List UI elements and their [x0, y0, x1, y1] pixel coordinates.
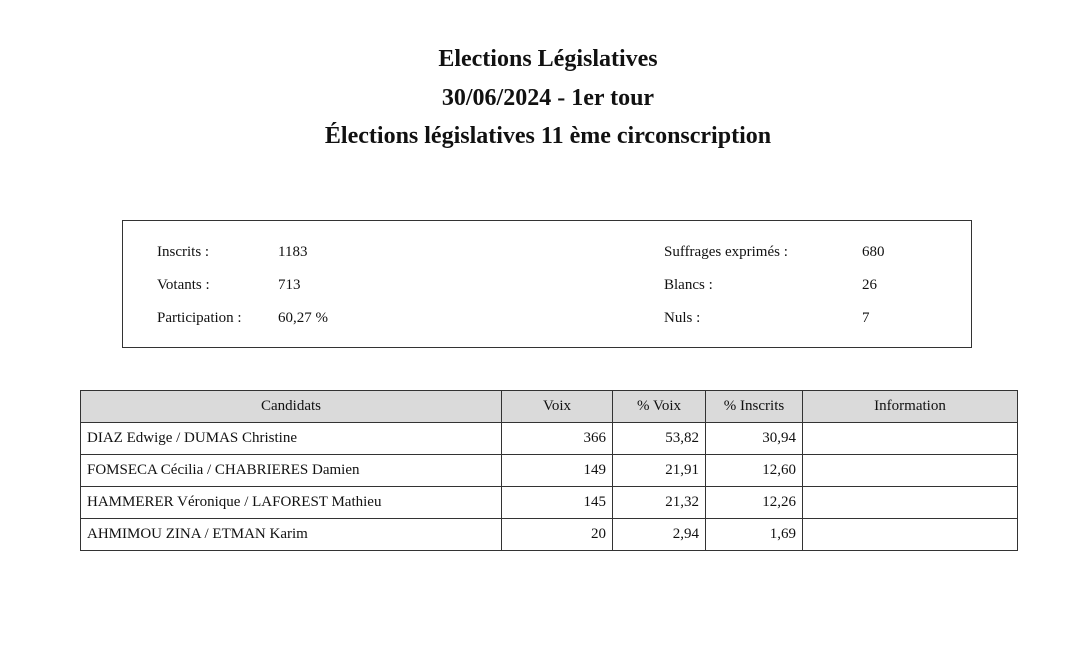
information-cell: [803, 423, 1018, 455]
column-header-information: Information: [803, 391, 1018, 423]
participation-label: Participation :: [157, 310, 242, 326]
election-constituency: Élections législatives 11 ème circonscription: [324, 123, 772, 149]
blancs-value: 26: [862, 277, 877, 293]
candidate-name: HAMMERER Véronique / LAFOREST Mathieu: [81, 487, 502, 519]
results-table: [80, 390, 1018, 551]
voix-cell: 145: [502, 487, 613, 519]
pct-inscrits-cell: 1,69: [706, 519, 803, 551]
suffrages-exprimes-label: Suffrages exprimés :: [664, 244, 788, 260]
nuls-label: Nuls :: [664, 310, 701, 326]
information-cell: [803, 487, 1018, 519]
candidate-name: AHMIMOU ZINA / ETMAN Karim: [81, 519, 502, 551]
candidate-name: FOMSECA Cécilia / CHABRIERES Damien: [81, 455, 502, 487]
blancs-label: Blancs :: [664, 277, 713, 293]
inscrits-value: 1183: [278, 244, 308, 260]
table-row: [81, 519, 1018, 551]
information-cell: [803, 455, 1018, 487]
voix-cell: 20: [502, 519, 613, 551]
page-title: Elections Législatives: [438, 46, 658, 72]
summary-box: [122, 220, 972, 348]
pct-voix-cell: 53,82: [613, 423, 706, 455]
voix-cell: 366: [502, 423, 613, 455]
information-cell: [803, 519, 1018, 551]
suffrages-exprimes-value: 680: [862, 244, 885, 260]
voix-cell: 149: [502, 455, 613, 487]
table-header-row: [81, 391, 1018, 423]
pct-voix-cell: 2,94: [613, 519, 706, 551]
candidate-name: DIAZ Edwige / DUMAS Christine: [81, 423, 502, 455]
election-date-round: 30/06/2024 - 1er tour: [441, 85, 655, 111]
table-row: [81, 455, 1018, 487]
pct-voix-cell: 21,91: [613, 455, 706, 487]
table-row: [81, 487, 1018, 519]
pct-inscrits-cell: 12,60: [706, 455, 803, 487]
pct-inscrits-cell: 30,94: [706, 423, 803, 455]
table-row: [81, 423, 1018, 455]
column-header-candidats: Candidats: [81, 391, 502, 423]
column-header-voix: Voix: [502, 391, 613, 423]
pct-voix-cell: 21,32: [613, 487, 706, 519]
column-header-pct-inscrits: % Inscrits: [706, 391, 803, 423]
votants-label: Votants :: [157, 277, 210, 293]
column-header-pct-voix: % Voix: [613, 391, 706, 423]
pct-inscrits-cell: 12,26: [706, 487, 803, 519]
votants-value: 713: [278, 277, 301, 293]
participation-value: 60,27 %: [278, 310, 328, 326]
nuls-value: 7: [862, 310, 870, 326]
inscrits-label: Inscrits :: [157, 244, 210, 260]
